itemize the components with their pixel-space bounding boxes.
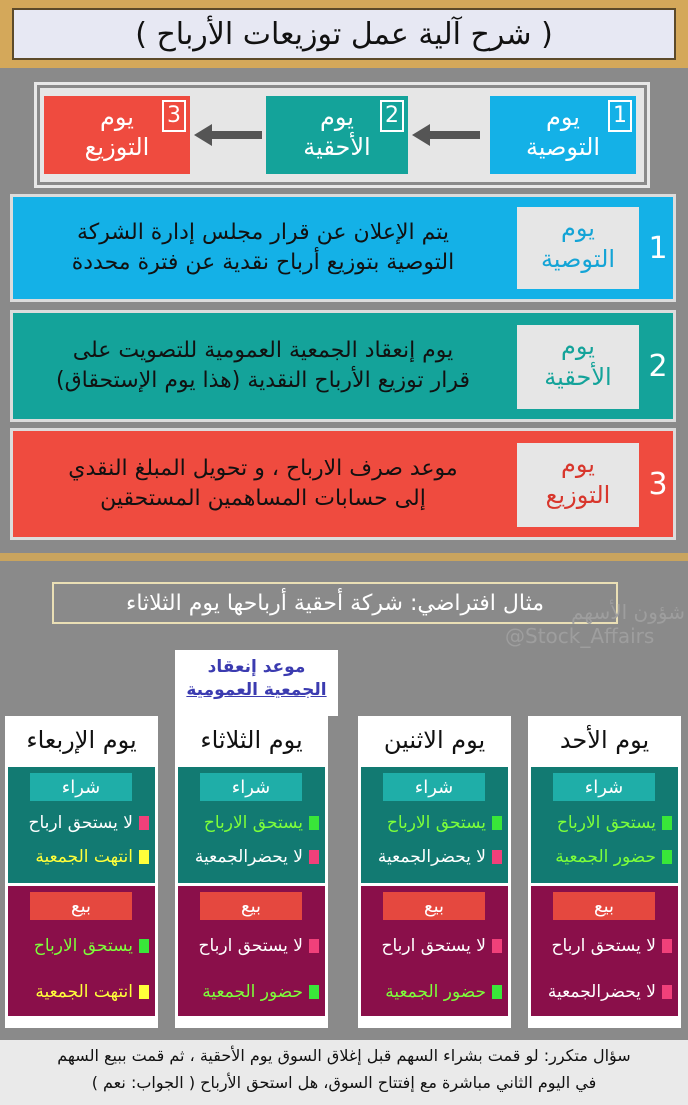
status-marker-icon <box>662 939 672 953</box>
status-marker-icon <box>492 985 502 999</box>
definition-recommendation <box>10 194 676 302</box>
watermark <box>505 600 685 648</box>
sell-section <box>531 886 678 1016</box>
status-marker-icon <box>662 985 672 999</box>
day-column <box>5 716 158 1028</box>
status-item <box>35 847 149 867</box>
text-line2: قرار توزيع الأرباح النقدية (هذا يوم الإستحقاق) <box>55 368 471 393</box>
status-marker-icon <box>139 939 149 953</box>
sell-tag: بيع <box>30 892 132 920</box>
day-column <box>175 716 328 1028</box>
status-text: حضور الجمعية <box>555 847 656 867</box>
text-line1: يتم الإعلان عن قرار مجلس إدارة الشركة <box>76 220 450 246</box>
status-item <box>29 813 150 833</box>
sell-section <box>178 886 325 1016</box>
status-text: لا يستحق ارباح <box>551 936 656 956</box>
label-line1: يوم <box>561 214 595 242</box>
definition-number: 1 <box>643 197 673 299</box>
status-text: انتهت الجمعية <box>35 847 133 867</box>
step-line2: التوصية <box>525 133 601 161</box>
buy-section <box>178 767 325 883</box>
status-marker-icon <box>492 850 502 864</box>
meeting-callout <box>175 650 338 716</box>
buy-tag: شراء <box>383 773 485 801</box>
definition-text <box>13 197 513 299</box>
status-text: انتهت الجمعية <box>35 982 133 1002</box>
definition-distribution <box>10 428 676 540</box>
status-marker-icon <box>492 816 502 830</box>
sell-tag: بيع <box>383 892 485 920</box>
status-item <box>202 982 319 1002</box>
buy-section <box>531 767 678 883</box>
step-number: 1 <box>608 100 632 132</box>
status-text: يستحق الارباح <box>33 936 133 956</box>
status-item <box>195 847 319 867</box>
buy-section <box>361 767 508 883</box>
status-marker-icon <box>139 985 149 999</box>
status-text: حضور الجمعية <box>202 982 303 1002</box>
status-text: لا يحضرالجمعية <box>194 847 303 867</box>
status-text: يستحق الارباح <box>556 813 656 833</box>
text-line2: إلى حسابات المساهمين المستحقين <box>100 486 426 511</box>
left-arrow-icon <box>412 124 480 146</box>
definition-text <box>13 313 513 419</box>
definition-entitlement <box>10 310 676 422</box>
status-text: لا يستحق ارباح <box>28 813 133 833</box>
day-column <box>528 716 681 1028</box>
section-divider <box>0 553 688 561</box>
meeting-line2: الجمعية العمومية <box>186 679 327 700</box>
status-item <box>548 982 672 1002</box>
status-item <box>382 936 503 956</box>
status-item <box>34 936 149 956</box>
timeline-step-distribution <box>44 96 190 174</box>
step-number: 2 <box>380 100 404 132</box>
status-item <box>199 936 320 956</box>
buy-tag: شراء <box>200 773 302 801</box>
text-line1: يوم إنعقاد الجمعية العمومية للتصويت على <box>72 338 454 364</box>
label-line1: يوم <box>561 332 595 360</box>
step-line1: يوم <box>320 103 354 131</box>
definition-number: 3 <box>643 431 673 537</box>
text-line2: التوصية بتوزيع أرباح نقدية عن فترة محددة <box>71 250 455 275</box>
status-marker-icon <box>662 850 672 864</box>
status-text: لا يستحق ارباح <box>381 936 486 956</box>
definition-label <box>517 443 639 527</box>
status-marker-icon <box>309 816 319 830</box>
status-text: لا يستحق ارباح <box>198 936 303 956</box>
sell-tag: بيع <box>200 892 302 920</box>
left-arrow-icon <box>194 124 262 146</box>
timeline-step-recommendation <box>490 96 636 174</box>
status-item <box>378 847 502 867</box>
watermark-line2: @Stock_Affairs <box>505 624 655 648</box>
faq-line2: في اليوم الثاني مباشرة مع إفتتاح السوق، هل استحق الأرباح ( الجواب: نعم ) <box>91 1073 597 1093</box>
faq-line1: سؤال متكرر: لو قمت بشراء السهم قبل إغلاق السوق يوم الأحقية ، ثم قمت ببيع السهم <box>57 1046 631 1065</box>
status-item <box>385 982 502 1002</box>
faq-footer <box>0 1040 688 1105</box>
definition-number: 2 <box>643 313 673 419</box>
step-line2: الأحقية <box>303 133 371 161</box>
status-item <box>555 847 672 867</box>
status-marker-icon <box>662 816 672 830</box>
status-item <box>387 813 502 833</box>
page-title: ( شرح آلية عمل توزيعات الأرباح ) <box>12 8 676 60</box>
day-title: يوم الأحد <box>559 726 650 754</box>
text-line1: موعد صرف الارباح ، و تحويل المبلغ النقدي <box>68 456 458 482</box>
day-column <box>358 716 511 1028</box>
buy-tag: شراء <box>553 773 655 801</box>
status-marker-icon <box>309 850 319 864</box>
status-marker-icon <box>309 939 319 953</box>
status-text: حضور الجمعية <box>385 982 486 1002</box>
status-item <box>35 982 149 1002</box>
status-text: يستحق الارباح <box>203 813 303 833</box>
day-title: يوم الإربعاء <box>26 726 137 754</box>
label-line2: الأحقية <box>544 363 612 392</box>
status-text: يستحق الارباح <box>386 813 486 833</box>
status-item <box>204 813 319 833</box>
step-line1: يوم <box>100 103 134 131</box>
status-item <box>552 936 673 956</box>
step-line1: يوم <box>546 103 580 131</box>
example-heading: مثال افتراضي: شركة أحقية أرباحها يوم الثلاثاء <box>52 582 618 624</box>
timeline-step-entitlement <box>266 96 408 174</box>
sell-section <box>8 886 155 1016</box>
definition-text <box>13 431 513 537</box>
label-line2: التوزيع <box>545 481 611 510</box>
status-text: لا يحضرالجمعية <box>547 982 656 1002</box>
label-line1: يوم <box>561 450 595 478</box>
buy-section <box>8 767 155 883</box>
status-text: لا يحضرالجمعية <box>377 847 486 867</box>
day-title: يوم الاثنين <box>383 726 486 754</box>
step-number: 3 <box>162 100 186 132</box>
day-title: يوم الثلاثاء <box>200 726 303 754</box>
step-line2: التوزيع <box>84 133 150 161</box>
watermark-line1: شؤون الأسهم <box>570 600 685 624</box>
status-marker-icon <box>139 850 149 864</box>
meeting-line1: موعد إنعقاد <box>207 657 306 677</box>
label-line2: التوصية <box>540 245 616 274</box>
status-marker-icon <box>139 816 149 830</box>
status-marker-icon <box>309 985 319 999</box>
status-marker-icon <box>492 939 502 953</box>
definition-label <box>517 325 639 409</box>
sell-tag: بيع <box>553 892 655 920</box>
sell-section <box>361 886 508 1016</box>
definition-label <box>517 207 639 289</box>
status-item <box>557 813 672 833</box>
buy-tag: شراء <box>30 773 132 801</box>
